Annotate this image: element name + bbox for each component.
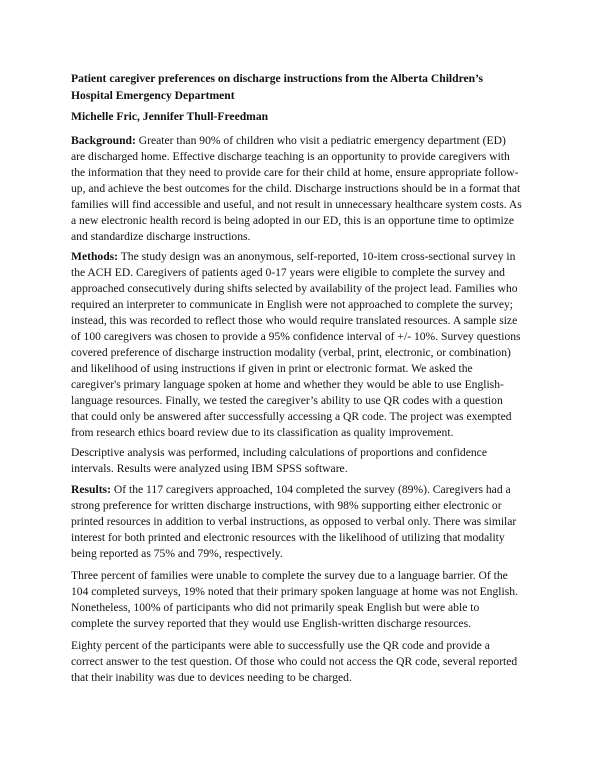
text-line: that could only be answered after successfully accessing a QR code. The project was exempted bbox=[71, 410, 512, 423]
document-title bbox=[71, 70, 551, 104]
text-line: strong preference for written discharge instructions, with 98% supporting either electronic or bbox=[71, 499, 502, 512]
methods-section bbox=[71, 249, 551, 441]
text-line: from research ethics board review due to its classification as quality improvement. bbox=[71, 426, 454, 439]
title-line: Patient caregiver preferences on discharge instructions from the Alberta Children’s bbox=[71, 72, 484, 85]
text-line: a new electronic health record is being adopted in our ED, this is an opportune time to optimize bbox=[71, 214, 515, 227]
text-line: are discharged home. Effective discharge teaching is an opportunity to provide caregivers with bbox=[71, 150, 510, 163]
text-line: being reported as 75% and 79%, respectively. bbox=[71, 547, 283, 560]
text-line: Eighty percent of the participants were able to successfully use the QR code and provide a bbox=[71, 639, 490, 652]
text-line: instead, this was recorded to reflect those who would require translated resources. A sample size bbox=[71, 314, 518, 327]
background-heading: Background: bbox=[71, 134, 136, 147]
text-line: covered preference of discharge instruction modality (verbal, print, electronic, or combination) bbox=[71, 346, 511, 359]
text-line: required an interpreter to communicate in English were not approached to complete the survey; bbox=[71, 298, 514, 311]
text-line: Of the 117 caregivers approached, 104 completed the survey (89%). Caregivers had a bbox=[110, 483, 511, 496]
text-line: interest for both printed and electronic resources with the likelihood of utilizing that modality bbox=[71, 531, 505, 544]
language-paragraph bbox=[71, 568, 551, 632]
text-line: correct answer to the test question. Of those who could not access the QR code, several reported bbox=[71, 655, 518, 668]
title-line: Hospital Emergency Department bbox=[71, 89, 235, 102]
methods-heading: Methods: bbox=[71, 250, 119, 263]
text-line: of 100 caregivers was chosen to provide a 95% confidence interval of +/- 10%. Survey questions bbox=[71, 330, 521, 343]
text-line: printed resources in addition to verbal instructions, as opposed to verbal only. There was similar bbox=[71, 515, 517, 528]
authors: Michelle Fric, Jennifer Thull-Freedman bbox=[71, 110, 269, 123]
text-line: up, and achieve the best outcomes for the child. Discharge instructions should be in a format that bbox=[71, 182, 521, 195]
text-line: 104 completed surveys, 19% noted that their primary spoken language at home was not English. bbox=[71, 585, 518, 598]
text-line: caregiver's primary language spoken at home and whether they would be able to use English- bbox=[71, 378, 504, 391]
text-line: and likelihood of using instructions if given in print or electronic format. We asked the bbox=[71, 362, 473, 375]
text-line: intervals. Results were analyzed using IBM SPSS software. bbox=[71, 462, 348, 475]
text-line: the information that they need to provide care for their child at home, ensure appropriate follow- bbox=[71, 166, 519, 179]
text-line: approached consecutively during shifts selected by availability of the project lead. Families who bbox=[71, 282, 518, 295]
qr-paragraph bbox=[71, 638, 551, 686]
text-line: the ACH ED. Caregivers of patients aged 0-17 years were eligible to complete the survey and bbox=[71, 266, 505, 279]
text-line: Nonetheless, 100% of participants who did not primarily speak English but were able to bbox=[71, 601, 480, 614]
text-line: Greater than 90% of children who visit a pediatric emergency department (ED) bbox=[135, 134, 506, 147]
text-line: language resources. Finally, we tested the caregiver’s ability to use QR codes with a question bbox=[71, 394, 503, 407]
text-line: and standardize discharge instructions. bbox=[71, 230, 251, 243]
analysis-paragraph bbox=[71, 445, 551, 477]
results-section bbox=[71, 482, 551, 562]
results-heading: Results: bbox=[71, 483, 111, 496]
text-line: Three percent of families were unable to complete the survey due to a language barrier. Of the bbox=[71, 569, 508, 582]
background-section bbox=[71, 133, 551, 245]
text-line: complete the survey reported that they would use English-written discharge resources. bbox=[71, 617, 471, 630]
text-line: that their inability was due to devices needing to be charged. bbox=[71, 671, 352, 684]
text-line: families will find accessible and useful, and not result in unnecessary healthcare system costs. As bbox=[71, 198, 522, 211]
text-line: The study design was an anonymous, self-reported, 10-item cross-sectional survey in bbox=[118, 250, 516, 263]
text-line: Descriptive analysis was performed, including calculations of proportions and confidence bbox=[71, 446, 487, 459]
